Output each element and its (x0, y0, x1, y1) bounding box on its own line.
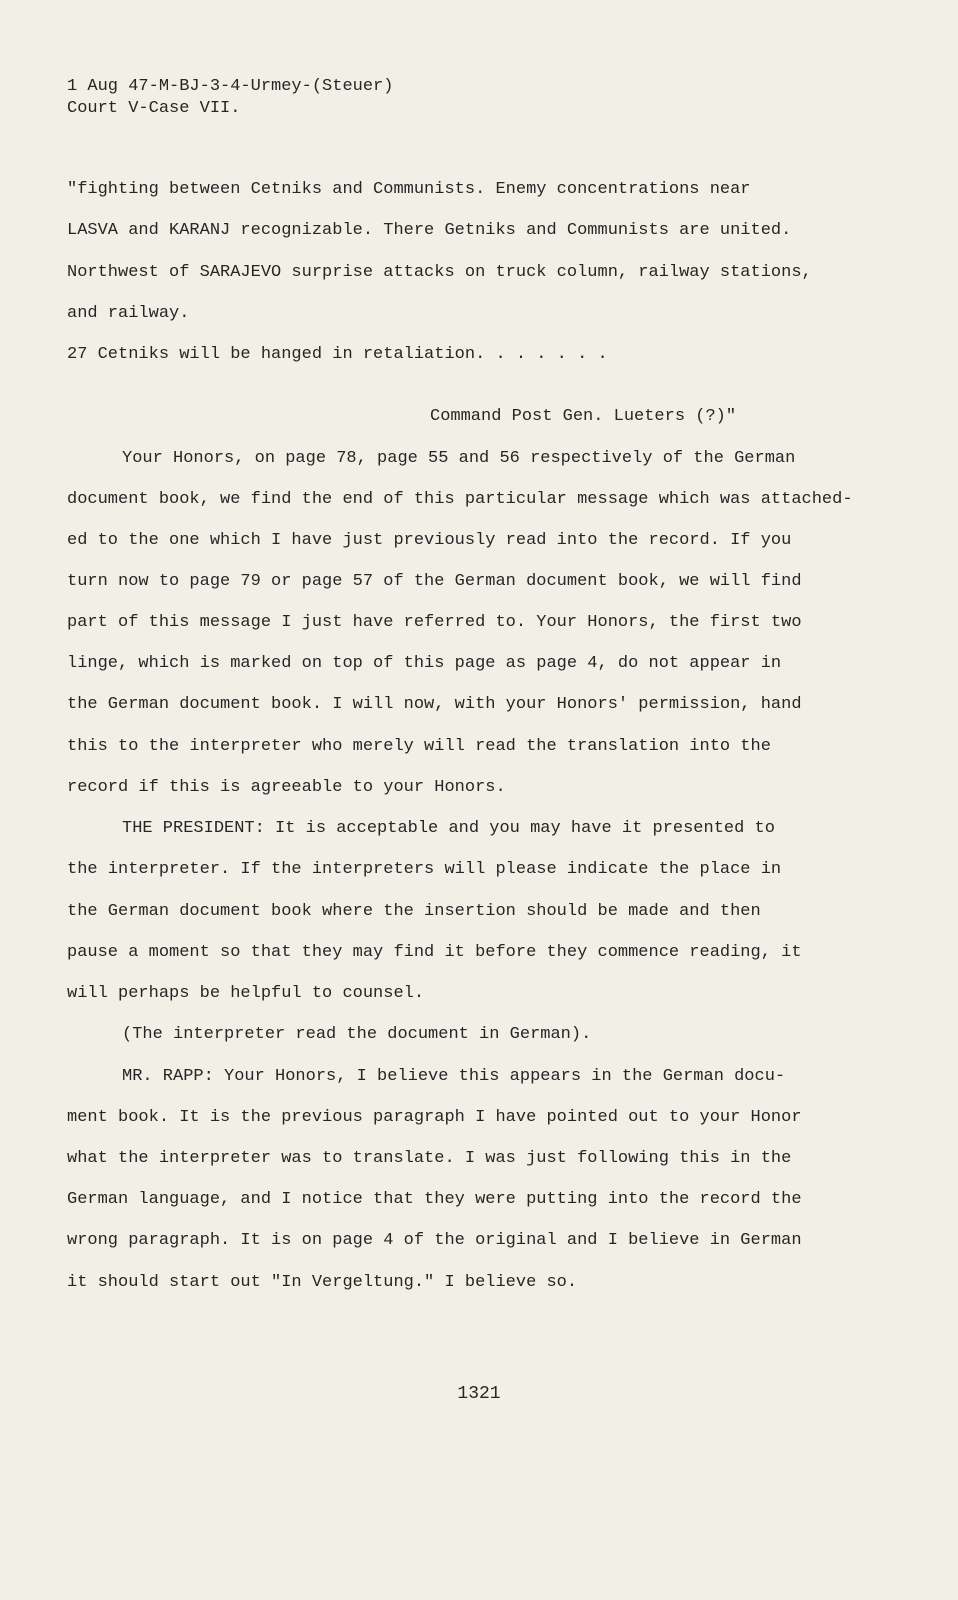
text-line: 27 Cetniks will be hanged in retaliation. . . . . . . (67, 345, 608, 364)
text-line: record if this is agreeable to your Honors. (67, 778, 506, 797)
text-line: ed to the one which I have just previously read into the record. If you (67, 531, 792, 550)
text-line: LASVA and KARANJ recognizable. There Getniks and Communists are united. (67, 221, 792, 240)
header-line-1: 1 Aug 47-M-BJ-3-4-Urmey-(Steuer) (67, 77, 394, 96)
text-line: wrong paragraph. It is on page 4 of the original and I believe in German (67, 1231, 802, 1250)
text-line: document book, we find the end of this particular message which was attached- (67, 490, 853, 509)
text-line: part of this message I just have referred to. Your Honors, the first two (67, 613, 802, 632)
text-line: what the interpreter was to translate. I was just following this in the (67, 1149, 792, 1168)
text-line: the interpreter. If the interpreters will please indicate the place in (67, 860, 782, 879)
text-line: will perhaps be helpful to counsel. (67, 984, 425, 1003)
text-line: it should start out "In Vergeltung." I believe so. (67, 1273, 578, 1292)
text-line: Your Honors, on page 78, page 55 and 56 respectively of the German (122, 449, 796, 468)
header-line-2: Court V-Case VII. (67, 99, 241, 118)
page-number: 1321 (457, 1384, 501, 1404)
text-line: this to the interpreter who merely will read the translation into the (67, 737, 771, 756)
text-line: THE PRESIDENT: It is acceptable and you may have it presented to (122, 819, 775, 838)
text-line: linge, which is marked on top of this page as page 4, do not appear in (67, 654, 782, 673)
document-header (67, 76, 393, 120)
text-line: turn now to page 79 or page 57 of the German document book, we will find (67, 572, 802, 591)
text-line: pause a moment so that they may find it before they commence reading, it (67, 943, 802, 962)
message-signature: Command Post Gen. Lueters (?)" (430, 407, 737, 426)
text-line: (The interpreter read the document in German). (122, 1025, 592, 1044)
text-line: German language, and I notice that they were putting into the record the (67, 1190, 802, 1209)
text-line: ment book. It is the previous paragraph I have pointed out to your Honor (67, 1108, 802, 1127)
text-line: and railway. (67, 304, 190, 323)
text-line: the German document book. I will now, with your Honors' permission, hand (67, 695, 802, 714)
text-line: the German document book where the insertion should be made and then (67, 902, 761, 921)
text-line: Northwest of SARAJEVO surprise attacks on truck column, railway stations, (67, 263, 812, 282)
text-line: "fighting between Cetniks and Communists. Enemy concentrations near (67, 180, 751, 199)
text-line: MR. RAPP: Your Honors, I believe this appears in the German docu- (122, 1067, 786, 1086)
